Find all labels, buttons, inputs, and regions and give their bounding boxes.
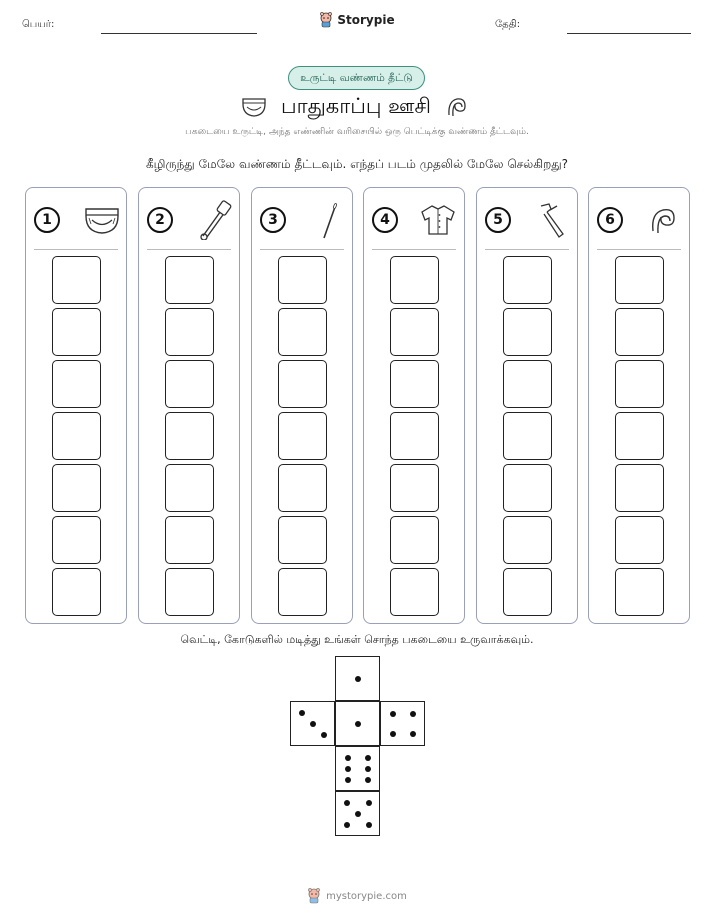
color-box[interactable]: [165, 256, 214, 304]
die-dot: [355, 676, 361, 682]
column-5: [476, 187, 578, 624]
die-face-1: [335, 701, 380, 746]
color-box[interactable]: [390, 256, 439, 304]
color-box[interactable]: [503, 516, 552, 564]
die-dot: [410, 731, 416, 737]
die-dot: [321, 732, 327, 738]
column-divider: [372, 249, 456, 250]
color-box[interactable]: [390, 464, 439, 512]
die-dot: [344, 822, 350, 828]
column-1: [25, 187, 127, 624]
diaper-icon: [241, 96, 267, 118]
activity-badge: உருட்டி வண்ணம் தீட்டு: [288, 66, 425, 90]
column-number: 6: [597, 207, 623, 233]
color-box[interactable]: [165, 360, 214, 408]
column-divider: [147, 249, 231, 250]
die-face-3: [290, 701, 335, 746]
die-face-1: [335, 656, 380, 701]
die-dot: [366, 800, 372, 806]
die-dot: [299, 710, 305, 716]
date-label: தேதி:: [495, 19, 521, 30]
die-dot: [345, 777, 351, 783]
die-dot: [390, 711, 396, 717]
footer-url: [0, 888, 714, 904]
color-box[interactable]: [165, 308, 214, 356]
color-box[interactable]: [615, 568, 664, 616]
needle-icon: [310, 200, 346, 240]
column-divider: [485, 249, 569, 250]
brand-name: Storypie: [337, 13, 395, 27]
shirt-icon: [418, 203, 458, 237]
color-box[interactable]: [52, 256, 101, 304]
color-box[interactable]: [52, 308, 101, 356]
diaper-icon: [84, 205, 120, 235]
color-box[interactable]: [278, 568, 327, 616]
column-divider: [260, 249, 344, 250]
color-box[interactable]: [52, 464, 101, 512]
color-box[interactable]: [278, 516, 327, 564]
column-2: [138, 187, 240, 624]
color-box[interactable]: [390, 516, 439, 564]
color-box[interactable]: [390, 360, 439, 408]
color-box[interactable]: [52, 360, 101, 408]
name-label: பெயர்:: [22, 19, 55, 30]
color-box[interactable]: [503, 412, 552, 460]
name-field-line[interactable]: [101, 33, 257, 34]
die-dot: [366, 822, 372, 828]
column-number: 5: [485, 207, 511, 233]
column-number: 4: [372, 207, 398, 233]
color-box[interactable]: [503, 568, 552, 616]
color-box[interactable]: [278, 308, 327, 356]
die-dot: [365, 777, 371, 783]
color-box[interactable]: [165, 412, 214, 460]
brand-logo: [0, 12, 714, 28]
die-dot: [345, 755, 351, 761]
color-box[interactable]: [390, 412, 439, 460]
color-box[interactable]: [390, 308, 439, 356]
die-dot: [390, 731, 396, 737]
color-box[interactable]: [278, 256, 327, 304]
die-face-4: [380, 701, 425, 746]
column-number: 2: [147, 207, 173, 233]
column-4: [363, 187, 465, 624]
die-face-6: [335, 746, 380, 791]
column-number: 1: [34, 207, 60, 233]
die-dot: [365, 766, 371, 772]
color-box[interactable]: [503, 256, 552, 304]
footer-url-text: mystorypie.com: [326, 890, 407, 902]
die-face-5: [335, 791, 380, 836]
storypie-mascot-icon: [307, 888, 321, 904]
color-box[interactable]: [165, 568, 214, 616]
die-dot: [355, 811, 361, 817]
date-field-line[interactable]: [567, 33, 691, 34]
color-box[interactable]: [278, 412, 327, 460]
title-row: [0, 92, 714, 122]
die-dot: [365, 755, 371, 761]
color-box[interactable]: [390, 568, 439, 616]
bent-pin-icon: [647, 203, 683, 237]
color-box[interactable]: [615, 308, 664, 356]
color-box[interactable]: [615, 256, 664, 304]
column-divider: [597, 249, 681, 250]
die-dot: [410, 711, 416, 717]
die-dot: [355, 721, 361, 727]
color-box[interactable]: [165, 516, 214, 564]
color-box[interactable]: [503, 464, 552, 512]
color-box[interactable]: [165, 464, 214, 512]
color-box[interactable]: [52, 516, 101, 564]
column-number: 3: [260, 207, 286, 233]
color-box[interactable]: [52, 412, 101, 460]
die-dot: [345, 766, 351, 772]
storypie-mascot-icon: [319, 12, 333, 28]
question-text: கீழிருந்து மேலே வண்ணம் தீட்டவும். எந்தப் படம் முதலில் மேலே செல்கிறது?: [145, 157, 569, 171]
color-box[interactable]: [615, 464, 664, 512]
color-box[interactable]: [615, 516, 664, 564]
page-title: பாதுகாப்பு ஊசி: [280, 93, 432, 118]
column-divider: [34, 249, 118, 250]
die-dot: [310, 721, 316, 727]
color-box[interactable]: [278, 464, 327, 512]
instruction-subtitle: பகடையை உருட்டி, அந்த எண்ணின் வரிசையில் ஒரு பெட்டிக்கு வண்ணம் தீட்டவும்.: [185, 127, 529, 137]
column-6: [588, 187, 690, 624]
color-box[interactable]: [503, 360, 552, 408]
dice-instruction: வெட்டி, கோடுகளில் மடித்து உங்கள் சொந்த பகடையை உருவாக்கவும்.: [180, 633, 534, 646]
safety-pin-icon: [197, 200, 233, 240]
color-box[interactable]: [278, 360, 327, 408]
color-box[interactable]: [615, 412, 664, 460]
color-box[interactable]: [52, 568, 101, 616]
column-3: [251, 187, 353, 624]
color-box[interactable]: [503, 308, 552, 356]
color-box[interactable]: [615, 360, 664, 408]
bent-pin-icon: [445, 95, 473, 119]
die-dot: [344, 800, 350, 806]
clamp-icon: [535, 200, 571, 240]
